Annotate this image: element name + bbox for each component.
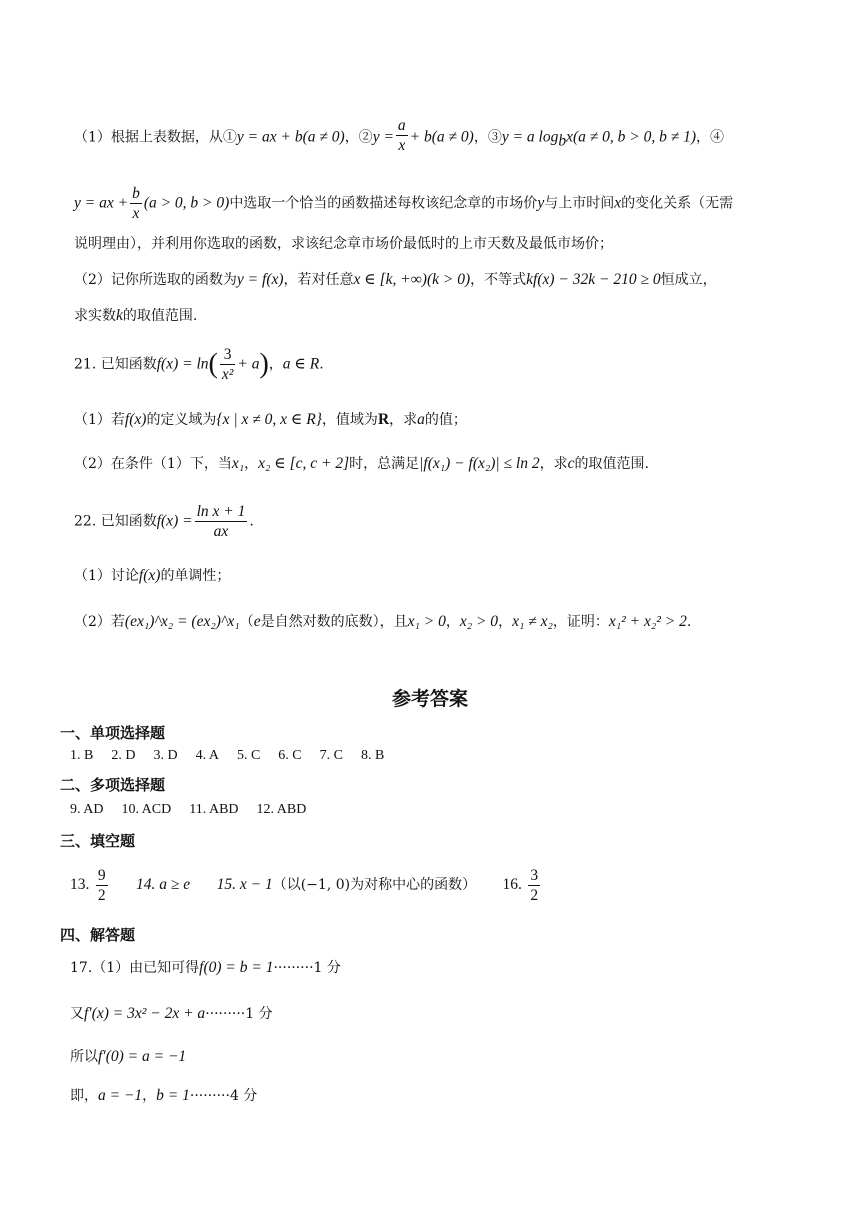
answer-item: 4. A [195,748,219,763]
formula-4-lhs: y = ax + [74,194,129,212]
section-heading: 一、单项选择题 [60,724,166,742]
formula: {x | x ≠ 0, x ∈ R} [216,411,322,428]
text: ，④ [696,129,725,146]
formula: f(x) = ln [156,355,209,373]
text: ， [142,1088,157,1104]
numerator: a [397,117,406,134]
q20-part2-line2 [74,306,794,326]
var-x: x [614,194,622,212]
text: 所以 [70,1049,98,1065]
q21-part2 [74,454,794,474]
numerator: 3 [220,345,236,365]
text: 即， [70,1088,98,1104]
denominator: x [398,137,406,154]
formula: f(x) [124,411,147,428]
q20-part1-line3: 说明理由），并利用你选取的函数，求该纪念章市场价最低时的上市天数及最低市场价； [74,236,613,252]
formula: x₁² + x₂² > 2 [608,613,687,630]
fraction [528,866,540,905]
formula-2-rhs: + b(a ≠ 0) [409,128,474,146]
solution-line [70,958,794,978]
text: 的单调性； [160,568,231,584]
score: ·········4 分 [189,1088,258,1104]
text: ，值域为 [321,412,378,428]
q21-statement [74,345,794,384]
text: 时，总满足 [349,456,420,472]
formula: + a [237,355,260,373]
denominator: 2 [530,886,539,904]
section-heading: 二、多项选择题 [60,776,166,794]
formula: x₁ > 0 [407,613,446,630]
formula: (ex₁)^x₂ = (ex₂)^x₁ [124,613,240,630]
answer-item: 10. ACD [121,802,172,817]
score: ·········1 分 [273,960,341,976]
text: ，若对任意 [283,272,354,288]
formula: f(x) [138,567,161,584]
answer-item: 2. D [111,748,136,763]
answer-14: 14. a ≥ e [136,876,191,893]
multi-choice-answers [70,802,324,818]
answer-15: 15. x − 1 [216,876,273,893]
formula: f′(x) = 3x² − 2x + a [84,1005,206,1022]
text: ，不等式 [470,272,527,288]
answer-item: 8. B [360,748,385,763]
fill-answers [70,862,794,908]
text: . [249,513,254,530]
formula: |f(x₁) − f(x₂)| ≤ ln 2 [419,455,540,472]
text: 中选取一个恰当的函数描述每枚该纪念章的市场价 [229,195,538,212]
section-heading: 三、填空题 [60,832,136,850]
answer-item: 12. ABD [256,802,307,817]
formula: x₁ ≠ x₂ [512,613,553,630]
fraction [396,116,408,155]
formula: x₂ > 0 [459,613,499,630]
q21-part1 [74,410,794,430]
formula-4-rhs: (a > 0, b > 0) [143,194,230,212]
text: 的定义域为 [146,412,217,428]
text: （2）在条件（1）下，当 [74,456,232,472]
formula-3-rest: x(a ≠ 0, b > 0, b ≠ 1) [566,128,697,146]
answer-16-label: 16. [502,876,522,893]
fraction [220,345,236,384]
numerator: 3 [530,866,539,884]
formula: a = −1 [98,1087,143,1104]
score: ·········1 分 [205,1006,273,1022]
text: ，② [344,129,373,146]
denominator: x [132,205,140,222]
answer-item: 11. ABD [189,802,239,817]
answer-item: 7. C [319,748,343,763]
solution-line [70,1004,794,1024]
text: 17.（1）由已知可得 [70,960,200,976]
formula: b = 1 [156,1087,190,1104]
var-k: k [116,307,123,324]
text: ，证明： [552,614,609,630]
q22-part1 [74,566,794,586]
text: 求实数 [74,308,116,324]
var-e: e [253,613,261,630]
answer-13-label: 13. [70,876,90,893]
text: （1）根据上表数据，从① [74,129,237,146]
formula: f(x) = [156,512,193,530]
text: （ [239,614,254,630]
text: （2）记你所选取的函数为 [74,272,237,288]
formula: kf(x) − 32k − 210 ≥ 0 [526,271,661,288]
var-y: y [537,194,545,212]
numerator: b [132,185,140,202]
text: 的取值范围. [574,456,649,472]
text: （2）若 [74,614,125,630]
formula: f′(0) = a = −1 [98,1048,187,1065]
right-paren: ) [259,348,269,380]
var-c: c [567,455,575,472]
denominator: 2 [97,886,106,904]
text: 21. 已知函数 [74,356,157,373]
formula-3: y = a log [501,128,559,146]
q22-part2: （2）若(ex₁)^x₂ = (ex₂)^x₁（e是自然对数的底数），且x₁ > 0，x₂ > 0，x₁ ≠ x₂，证明：x₁² + x₂² > 2. [74,613,692,630]
formula-2-lhs: y = [372,128,394,146]
text: 22. 已知函数 [74,513,157,530]
var-a: a [417,411,425,428]
text: ， [268,356,283,373]
text: ，③ [473,129,502,146]
answer-item: 1. B [70,748,94,763]
q22-statement [74,502,794,541]
text: 恒成立， [660,272,717,288]
denominator: ax [213,523,229,540]
text: ， [244,456,259,472]
answer-item: 3. D [153,748,178,763]
q20-part1-line2 [74,184,794,223]
text: 与上市时间 [544,195,615,212]
answer-15-note: （以(−1, 0)为对称中心的函数） [272,877,477,893]
text: ，求 [539,456,568,472]
text: 的值； [424,412,467,428]
formula: y = f(x) [236,271,284,288]
text: . [686,614,692,630]
text: 又 [70,1006,84,1022]
formula: x ∈ [k, +∞)(k > 0) [353,271,471,288]
formula: f(0) = b = 1 [199,959,274,976]
answer-item: 5. C [236,748,261,763]
formula: R [377,411,390,428]
left-paren: ( [208,348,218,380]
text: . [319,356,324,373]
text: 是自然对数的底数），且 [260,614,408,630]
formula-1: y = ax + b(a ≠ 0) [236,128,345,146]
formula: x₁ [231,455,245,472]
text: （1）讨论 [74,568,139,584]
fraction [130,184,142,223]
solution-line [70,1047,794,1067]
log-base: b [558,132,567,150]
formula: x₂ ∈ [c, c + 2] [258,455,350,472]
section-heading: 四、解答题 [60,926,136,944]
single-choice-answers [70,748,402,764]
text: ，求 [389,412,418,428]
answer-item: 9. AD [70,802,104,817]
solution-line [70,1086,794,1106]
text: 的取值范围. [122,308,198,324]
q20-part2-line1 [74,270,794,290]
numerator: ln x + 1 [196,503,246,520]
fraction [96,866,108,905]
answer-title: 参考答案 [391,688,468,710]
text: 的变化关系（无需 [621,195,734,212]
denominator: x² [221,366,234,383]
formula: a ∈ R [282,355,320,373]
fraction [195,502,248,541]
answer-item: 6. C [278,748,302,763]
text: （1）若 [74,412,125,428]
numerator: 9 [97,866,106,884]
q20-part1-line1 [74,118,794,157]
